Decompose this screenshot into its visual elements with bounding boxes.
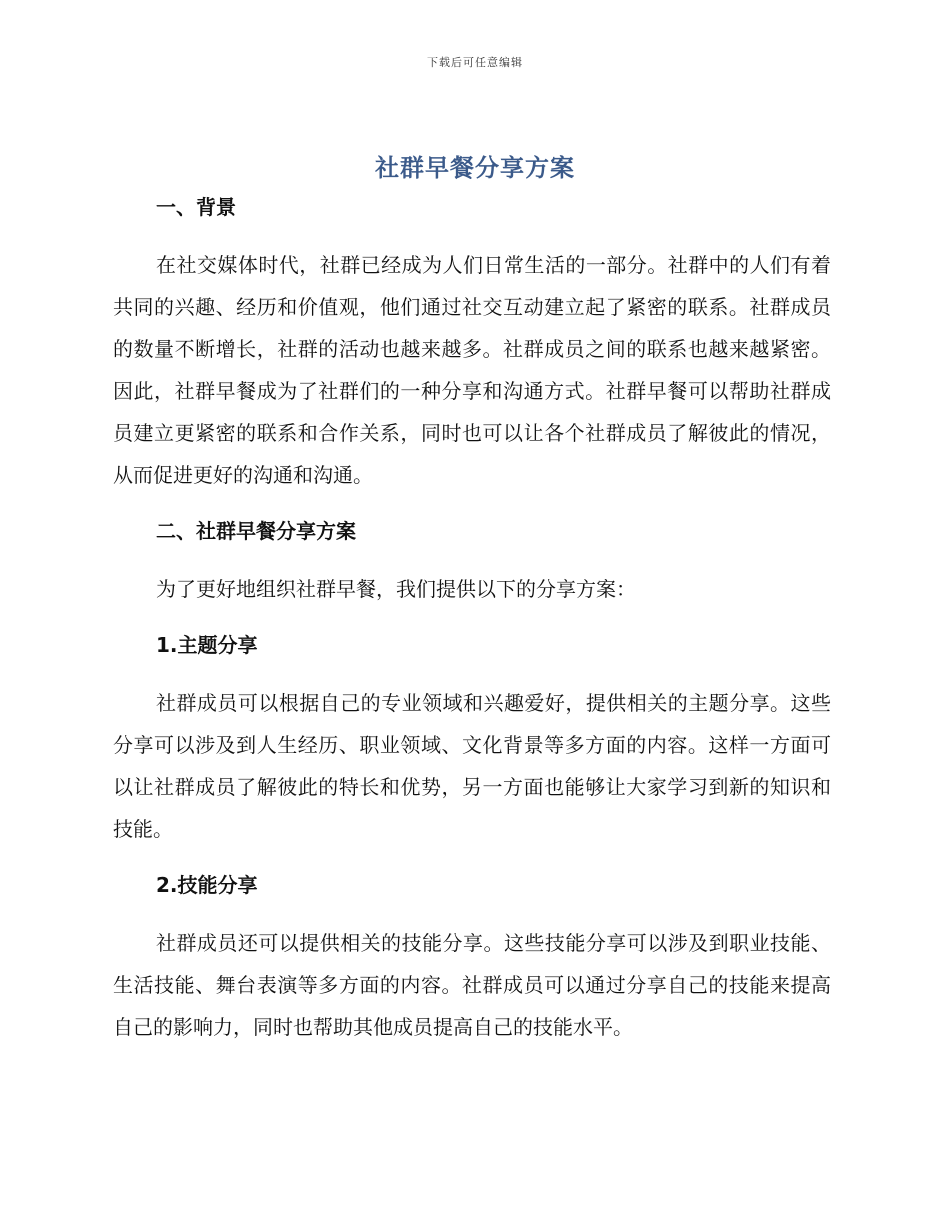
section-heading-plan: 二、社群早餐分享方案 [156,519,356,543]
header-note: 下载后可任意编辑 [427,56,523,69]
document-body [113,192,831,1048]
section-paragraph-skill-sharing: 社群成员还可以提供相关的技能分享。这些技能分享可以涉及到职业技能、生活技能、舞台表演等多方面的内容。社群成员可以通过分享自己的技能来提高自己的影响力，同时也帮助其他成员提高自己的技能水平。 [113,931,831,1039]
section-heading-topic-sharing: 1.主题分享 [156,633,258,657]
section-paragraph-topic-sharing: 社群成员可以根据自己的专业领域和兴趣爱好，提供相关的主题分享。这些分享可以涉及到人生经历、职业领域、文化背景等多方面的内容。这样一方面可以让社群成员了解彼此的特长和优势，另一方面也能够让大家学习到新的知识和技能。 [113,691,831,841]
section-paragraph-plan: 为了更好地组织社群早餐，我们提供以下的分享方案： [156,577,636,601]
section-paragraph-background: 在社交媒体时代，社群已经成为人们日常生活的一部分。社群中的人们有着共同的兴趣、经历和价值观，他们通过社交互动建立起了紧密的联系。社群成员的数量不断增长，社群的活动也越来越多。社群成员之间的联系也越来越紧密。因此，社群早餐成为了社群们的一种分享和沟通方式。社群早餐可以帮助社群成员建立更紧密的联系和合作关系，同时也可以让各个社群成员了解彼此的情况，从而促进更好的沟通和沟通。 [113,253,831,487]
section-heading-background: 一、背景 [156,195,236,219]
document-title: 社群早餐分享方案 [375,154,575,182]
section-heading-skill-sharing: 2.技能分享 [156,873,258,897]
